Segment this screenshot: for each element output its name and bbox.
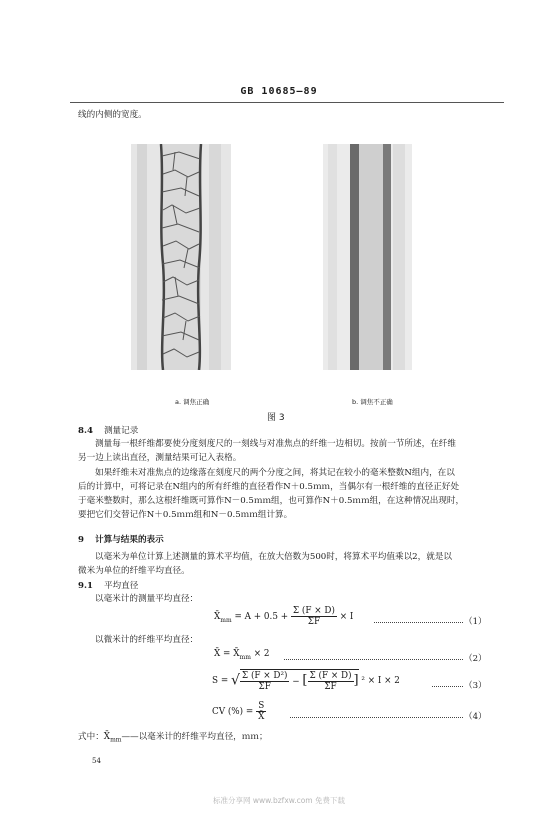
- intro-um-diameter: 以微米计的纤维平均直径：: [95, 635, 199, 645]
- leader-dots: [432, 686, 463, 687]
- equation-2: X̄ = $X̄_{mm} \times 2$: [214, 649, 270, 661]
- fraction-denominator: ΣF: [307, 617, 321, 627]
- equation-number-2: （2）: [464, 654, 487, 664]
- equation-1: [214, 606, 353, 627]
- equation-3: [212, 669, 400, 692]
- micrograph-focus-correct: [131, 144, 231, 370]
- fraction-denominator: ΣF: [324, 682, 337, 692]
- where-prefix: 式中：: [78, 732, 104, 742]
- equation-1-tail: × I: [339, 612, 354, 622]
- equation-number-3: （3）: [464, 681, 487, 691]
- section-9-heading: [78, 533, 164, 545]
- fraction-numerator: Σ (F × D): [309, 671, 352, 681]
- sqrt-radicand: $\frac{\text{Σ (F × D²)}}{\Sigma F}$ − [ $\frac{\Sigma (F \times D)}{\Sigma F}$ ]: [241, 671, 359, 692]
- equation-number-4: （4）: [464, 712, 487, 722]
- paragraph-line: 微米为单位的纤维平均直径。: [78, 566, 190, 576]
- xbar-symbol: X̄: [103, 732, 111, 742]
- fiber-unfocused-image: [323, 144, 412, 370]
- leader-dots: [290, 717, 463, 718]
- where-definition: ——以毫米计的纤维平均直径，ｍｍ；: [121, 732, 268, 742]
- paragraph-line: 另一边上读出直径，测量结果可记入表格。: [78, 453, 242, 463]
- equation-2-tail: × 2: [253, 649, 270, 659]
- equation-3-fraction-2: [308, 671, 354, 692]
- where-clause: [78, 731, 268, 747]
- equation-3-fraction-1: [240, 671, 290, 692]
- xbar-symbol: X̄: [214, 649, 221, 659]
- equation-number-1: （1）: [464, 617, 487, 627]
- equation-3-lhs: S =: [212, 676, 229, 686]
- minus-sign: −: [292, 677, 300, 687]
- equation-1-fraction: [291, 606, 337, 627]
- equation-4: [212, 701, 266, 722]
- fraction-denominator: ΣF: [258, 682, 271, 692]
- watermark: 标准分享网 www.bzfxw.com 免费下载: [213, 796, 345, 805]
- section-number: 9.1: [78, 581, 93, 591]
- paragraph-line: 测量每一根纤维都要使分度刻度尺的一刻线与对准焦点的纤维一边相切。按前一节所述，在纤维: [95, 439, 456, 449]
- paragraph-line: 以毫米为单位计算上述测量的算术平均值，在放大倍数为500时，将算术平均值乘以2，就是以: [95, 552, 453, 562]
- micrograph-focus-incorrect: [323, 144, 412, 370]
- equation-3-tail: ² × I × 2: [361, 676, 400, 686]
- leader-dots: [374, 622, 463, 623]
- header-rule: [70, 102, 504, 103]
- fraction-numerator: Σ (F × D²): [241, 671, 288, 681]
- section-8-4-heading: [78, 424, 138, 436]
- section-9-1-heading: [78, 579, 138, 591]
- figure-caption-a: a. 调焦正确: [175, 398, 210, 406]
- paragraph-line: 于毫米整数时，那么这根纤维既可算作N－0.5ｍｍ组，也可算作N＋0.5ｍｍ组，在这种情况出现时，: [78, 496, 465, 506]
- figure-caption-b: b. 调焦不正确: [352, 398, 393, 406]
- document-code-header: GB 10685—89: [240, 86, 318, 97]
- paragraph-line: 后的计算中，可将记录在N组内的所有纤维的直径看作N＋0.5ｍｍ，当偶尔有一根纤维的直径正好处: [78, 482, 460, 492]
- section-number: 8.4: [78, 426, 93, 436]
- xbar-symbol: X̄: [214, 612, 221, 622]
- page-number: 54: [92, 757, 101, 765]
- leader-dots: [284, 659, 463, 660]
- equation-4-lhs: CV (%) =: [212, 707, 254, 717]
- section-title: 计算与结果的表示: [94, 535, 164, 545]
- subscript-mm: mm: [110, 736, 122, 744]
- subscript-mm: mm: [239, 653, 251, 661]
- sqrt-sign-icon: √: [231, 672, 240, 689]
- equation-1-middle: = A + 0.5 +: [231, 612, 291, 622]
- fraction-numerator: S: [256, 701, 266, 712]
- section-title: 测量记录: [103, 426, 139, 436]
- figure-label: 图 3: [267, 413, 285, 423]
- paragraph-line: 如果纤维未对准焦点的边缘落在刻度尺的两个分度之间，将其记在较小的毫米整数N组内，在以: [95, 468, 455, 478]
- section-number: 9: [78, 535, 84, 545]
- equation-4-fraction: [256, 701, 266, 722]
- subscript-mm: mm: [220, 616, 232, 624]
- fraction-denominator: X̄: [258, 712, 265, 722]
- intro-line: 线的内侧的宽度。: [78, 110, 147, 120]
- intro-mm-diameter: 以毫米计的测量平均直径：: [95, 594, 199, 604]
- fraction-numerator: Σ (F × D): [292, 606, 335, 616]
- xbar-symbol: X̄: [233, 649, 240, 659]
- paragraph-line: 要把它们交替记作N＋0.5ｍｍ组和N－0.5ｍｍ组计算。: [78, 510, 293, 520]
- section-title: 平均直径: [103, 581, 139, 591]
- fiber-focused-image: [131, 144, 231, 370]
